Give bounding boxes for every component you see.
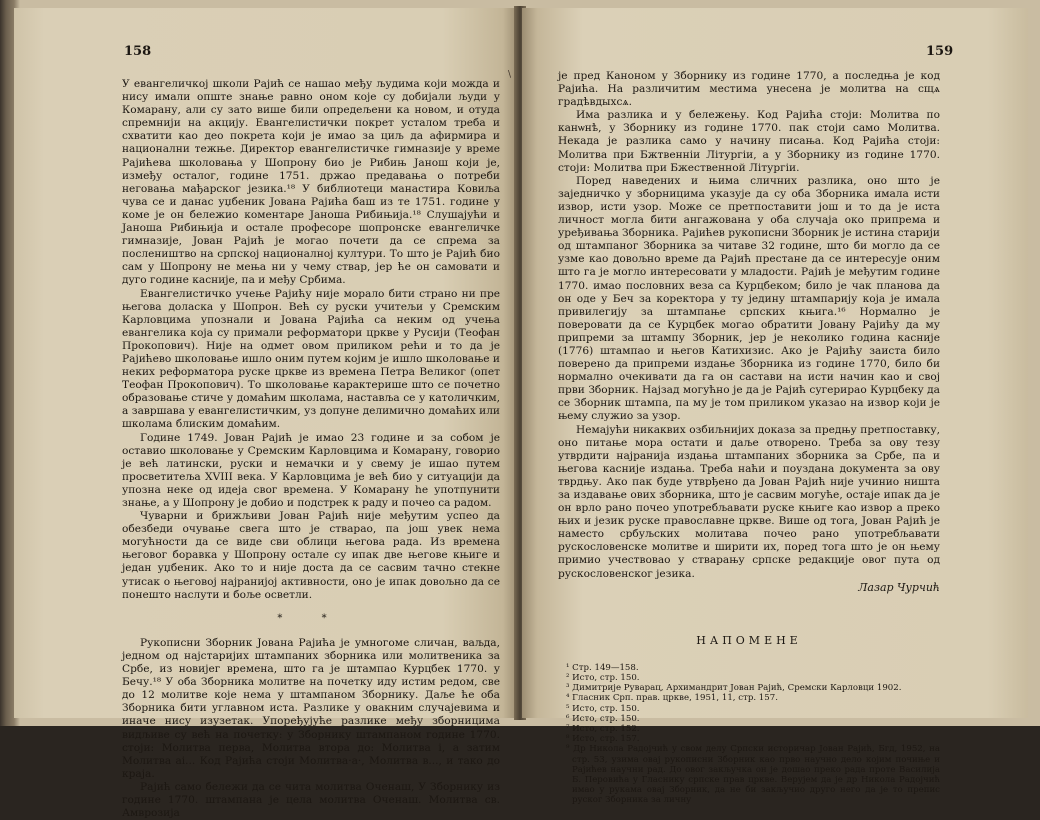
right-page-body	[558, 70, 940, 806]
paragraph: Евангелистичко учење Рајићу није морало бити страно ни пре његова доласка у Шопрон. Већ су руски учитељи у Сремским Карловцима упознали и Јована Рајића са неким од учења евангелика која су примали реформатори цркве у Русији (Теофан Прокопович). Није на одмет овом приликом рећи и то да је Рајићево школовање ишло оним путем којим је ишло школовање и неких реформатора руске цркве из времена Петра Великог (опет Теофан Прокопович). То школовање карактерише што се почетно образовање стиче у домаћим школама, наставља се у католичким, а завршава у евангелистичким, уз допуне делимично домаћих или школама блиским домаћим.	[122, 287, 500, 431]
note-item: ² Исто, стр. 150.	[566, 673, 640, 684]
note-item: ⁴ Гласник Срп. прав. цркве, 1951, 11, стр. 157.	[566, 693, 778, 704]
note-item: ¹ Стр. 149—158.	[566, 662, 639, 673]
note-item: ⁸ Исто, стр. 157.	[566, 734, 640, 745]
note-item: ³ Димитрије Руварац, Архимандрит Јован Рајић, Сремски Карловци 1902.	[566, 683, 902, 694]
page-number-left: 158	[124, 44, 152, 59]
paragraph: Године 1749. Јован Рајић је имао 23 године и за собом је оставио школовање у Сремским Карловцима и Комарану, говорио је већ латински, руски и немачки и у свему је ишао путем просветитеља XVIII века. У Карловцима је већ био у ситуацији да упозна неке од идеја свог времена. У Комарану he употпунити знање, а у Шопрону је добио и подстрек к раду и почео са радом.	[122, 431, 500, 509]
paragraph: Поред наведених и њима сличних разлика, оно што је заједничко у зборницима указује да су оба Зборника имала исти извор, исти узор. Може се претпоставити још и то да је иста личност могла бити ангажована у оба случаја око припрема и уређивања Зборника. Рајићев рукописни Зборник је истина старији од штампаног Зборника за читаве 32 године, што би могло да се узме као довољно време да Рајић престане да се интересује оним што га је могло интересовати у младости. Рајић је међутим године 1770. имао пословних веза са Курцбеком; било је чак планова да он оде у Беч за коректора у ту једину штампарију која је имала привилегију за штампање српских књига.¹⁶ Нормално је поверовати да се Курцбек могао обратити Јовану Рајићу да му припреми за штампу Зборник, јер је неколико година касније (1776) штампао и његов Катихизис. Ако је Рајићу заиста било поверено да припреми издање Зборника из године 1770, било би нормално очекивати да га он састави на исти начин као и свој први Зборник. Најзад могућно је да је Рајић сугерирао Курцбеку да се Зборник штампа, па му је том приликом указао на извор који је њему служио за узор.	[558, 174, 940, 423]
note-item: ⁶ Исто, стр. 150.	[566, 713, 640, 724]
note-item: ⁷ Исто, стр. 152.	[566, 724, 640, 735]
section-separator: * *	[277, 612, 345, 624]
paragraph: Рукописни Зборник Јована Рајића је умногоме сличан, ваљда, једном од најстаријих штампаних зборника или молитвеника за Србе, из новијег времена, што га је штампао Курцбек 1770. у Бечу.¹⁸ У оба Зборника молитве на почетку иду истим редом, све до 12 молитве које нема у штампаном Зборнику. Даље ће оба Зборника бити углавном иста. Разлике у овакним случајевима и иначе нису изузетак. Упоређујуће разлике међу зборницима видљиве су већ на почетку: у Зборнику штампаном године 1770. стоји: Молитва перва, Молитва втора до: Молитва і, а затим Молитва аі... Код Рајића стоји Молитва·а·, Молитва в..., и тако до краја.	[122, 636, 500, 780]
paragraph: Има разлика и у бележењу. Код Рајића стоји: Молитва по канѡнѣ, у Зборнику из године 1770. пак стоји само Молитва. Некада је разлика само у начину писања. Код Рајића стоји: Молитва при Бжтвенніи Літургіи, а у Зборнику из године 1770. стоји: Молитва при Бжественной Літургіи.	[558, 109, 940, 174]
author-signature: Лазар Чурчић	[858, 580, 940, 594]
right-page	[522, 8, 1028, 806]
paragraph: Рајић само бележи да се чита молитва Оченаш, У Зборнику из године 1770. штампана је цела молитва Оченаш. Молитва св. Амврозија	[122, 780, 500, 820]
notes-list	[558, 663, 940, 806]
paragraph: У евангеличкој школи Рајић се нашао међу људима који можда и нису имали опште знање равно оном које су добијали људи у Комарану, али су зато више били опредељени ка новом, и отуда спремнији на акцију. Евангелистички покрет усталом треба и схватити као део покрета који је имао за циљ да афирмира и национални тежње. Директор евангелистичке гимназије у време Рајићева школовања у Шопрону био је Рибињ Јанош који је, између осталог, године 1751. држао предавања о потреби неговања мађарског језика.¹⁸ У библиотеци манастира Ковиља чува се и данас уџбеник Јована Рајића баш из те 1751. године у коме је он бележио коментаре Јаноша Рибињија.¹⁸ Слушајући и Јаноша Рибињија и остале професоре шопронске евангеличке гимназије, Јован Рајић је могао почети да се спрема за послеништво на српској националној култури. То што је Рајић био сам у Шопрону не мења ни у чему ствар, јер ће он самовати и дуго године касније, па и међу Србима.	[122, 78, 500, 287]
left-page-body	[122, 78, 500, 820]
note-item: ⁵ Исто, стр. 150.	[566, 703, 640, 714]
paragraph: Немајући никаквих озбиљнијих доказа за предњу претпоставку, оно питање мора остати и даље отворено. Треба за ову тезу утврдити најранија издања штампаних зборника за Србе, па и његова касније издања. Треба наћи и поуздана документа за ову тврдњу. Ако пак буде утврђено да Јован Рајић није учинио ништа за издавање ових зборника, што је сасвим могуће, остаје ипак да је он врло рано почео употребљавати руске књиге као извор а преко њих и језик руске православне цркве. Више од тога, Јован Рајић је наместо србуљских молитава почео рано употребљавати рускословенске молитве и ширити их, поред тога што је он њему примио учествовао у стварању српске редакције овог пута од рускословенског језика.	[558, 423, 940, 580]
note-item: ⁹ Др Никола Радојчић у свом делу Српски историчар Јован Рајић, Бгд, 1952, на стр. 53, узима овај рукописни Зборник као прво научно дело којим почиње и Рајићев научни рад. До овог закључка он је дошао преко рада проте Василија Б. Перовића у Гласнику српске прав цркве. Верујем да је др Никола Радојчић имао у рукама овај Зборник, да не би закључио друго него да је то препис руског Зборника за личну	[566, 744, 940, 806]
paragraph: је пред Каноном у Зборнику из године 1770, а последња је код Рајића. На различитим местима унесена је молитва на сщѧ градѣвдыхсѧ.	[558, 70, 940, 109]
paragraph: Чуварни и брижљиви Јован Рајић није међутим успео да обезбеди очување свега што је стварао, па још увек нема могућности да се виде сви облици његова рада. Из времена његовог боравка у Шопрону остале су ипак две његове књиге и један уџбеник. Ако то и није доста да се сасвим тачно стекне утисак о његовој најранијој активности, оно је ипак довољно да се понешто наслути и боље осветли.	[122, 510, 500, 601]
page-number-right: 159	[926, 44, 954, 59]
page-mark: \	[508, 70, 512, 80]
notes-heading: НАПОМЕНЕ	[696, 633, 802, 647]
left-page	[14, 8, 518, 820]
